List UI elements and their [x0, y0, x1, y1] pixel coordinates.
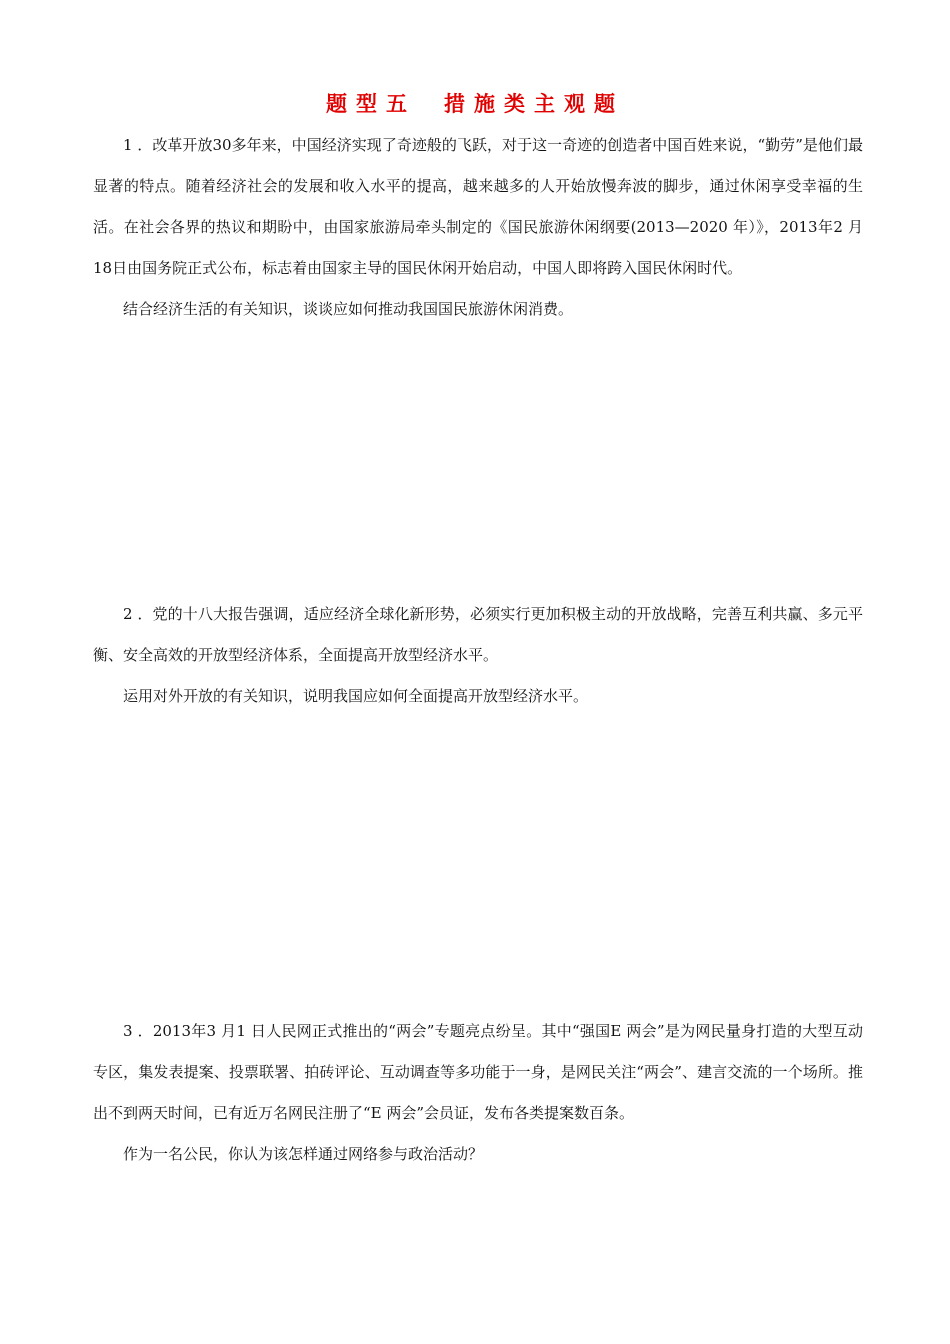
question-3 [93, 1011, 863, 1175]
question-2-material [93, 594, 863, 676]
question-2 [93, 594, 863, 717]
question-1-number: 1 [123, 136, 133, 154]
question-2-number: 2 [123, 605, 133, 623]
question-2-prompt: 运用对外开放的有关知识，说明我国应如何全面提高开放型经济水平。 [123, 687, 589, 705]
question-1 [93, 125, 863, 330]
question-2-text: ．党的十八大报告强调，适应经济全球化新形势，必须实行更加积极主动的开放战略，完善互利共赢、多元平衡、安全高效的开放型经济体系，全面提高开放型经济水平。 [93, 605, 863, 664]
title-type-label: 题型五 [326, 92, 416, 116]
question-1-text: ．改革开放30多年来，中国经济实现了奇迹般的飞跃，对于这一奇迹的创造者中国百姓来说，“勤劳”是他们最显著的特点。随着经济社会的发展和收入水平的提高，越来越多的人开始放慢奔波的脚步，通过休闲享受幸福的生活。在社会各界的热议和期盼中，由国家旅游局牵头制定的《国民旅游休闲纲要(2013—2020 年）》，2013年2 月18日由国务院正式公布，标志着由国家主导的国民休闲开始启动，中国人即将跨入国民休闲时代。 [93, 136, 863, 277]
question-3-text: ．2013年3 月1 日人民网正式推出的“两会”专题亮点纷呈。其中“强国E 两会”是为网民量身打造的大型互动专区，集发表提案、投票联署、拍砖评论、互动调查等多功能于一身，是网民关注“两会”、建言交流的一个场所。推出不到两天时间，已有近万名网民注册了“E 两会”会员证，发布各类提案数百条。 [93, 1022, 863, 1122]
question-3-prompt: 作为一名公民，你认为该怎样通过网络参与政治活动？ [123, 1145, 484, 1163]
page-title [0, 88, 950, 118]
title-topic-label: 措施类主观题 [444, 92, 624, 116]
question-3-material [93, 1011, 863, 1134]
question-3-number: 3 [123, 1022, 133, 1040]
question-1-prompt: 结合经济生活的有关知识，谈谈应如何推动我国国民旅游休闲消费。 [123, 300, 574, 318]
question-1-material [93, 125, 863, 289]
